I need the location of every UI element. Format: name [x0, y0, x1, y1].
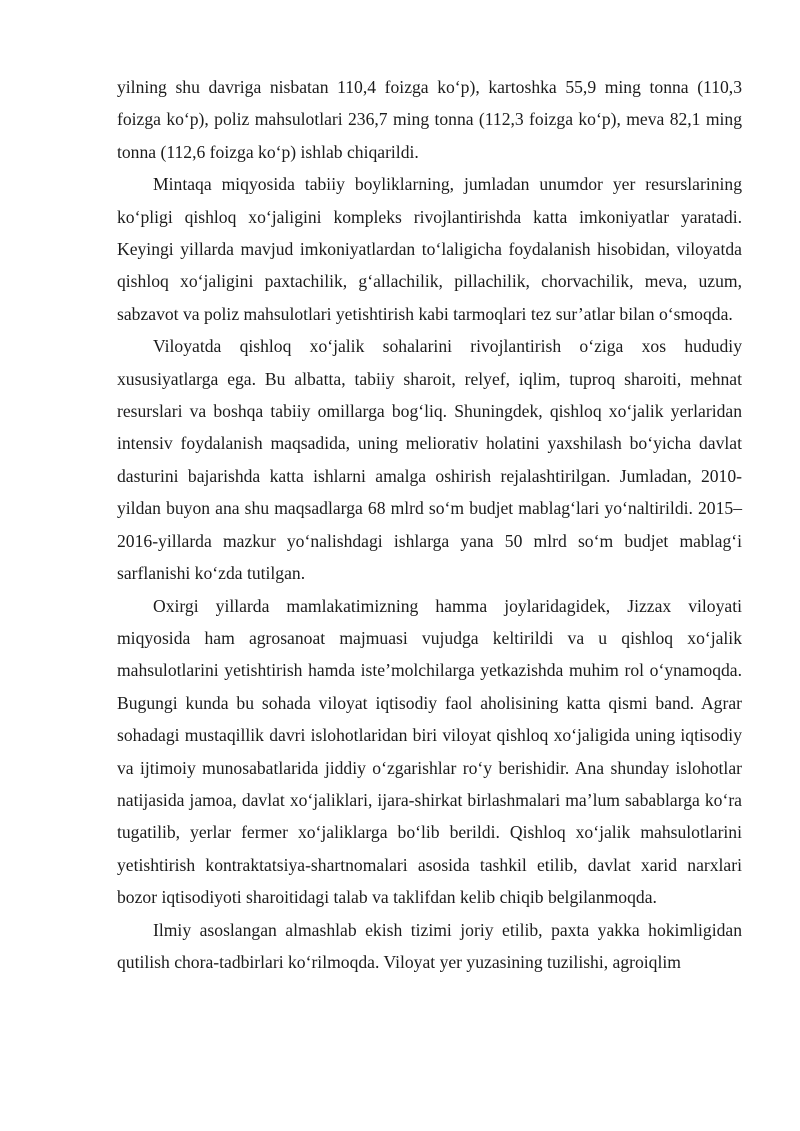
- paragraph: Oxirgi yillarda mamlakatimizning hamma joylaridagidek, Jizzax viloyati miqyosida ham agrosanoat majmuasi vujudga keltirildi va u qishloq xo‘jalik mahsulotlarini yetishtirish hamda iste’molchilarga yetkazishda muhim rol o‘ynamoqda. Bugungi kunda bu sohada viloyat iqtisodiy faol aholisining katta qismi band. Agrar sohadagi mustaqillik davri islohotlaridan biri viloyat qishloq xo‘jaligida uning iqtisodiy va ijtimoiy munosabatlarida jiddiy o‘zgarishlar ro‘y berishidir. Ana shunday islohotlar natijasida jamoa, davlat xo‘jaliklari, ijara-shirkat birlashmalari ma’lum sabablarga ko‘ra tugatilib, yerlar fermer xo‘jaliklarga bo‘lib berildi. Qishloq xo‘jalik mahsulotlarini yetishtirish kontraktatsiya-shartnomalari asosida tashkil etilib, davlat xarid narxlari bozor iqtisodiyoti sharoitidagi talab va taklifdan kelib chiqib belgilanmoqda.: [117, 595, 742, 908]
- paragraph: Mintaqa miqyosida tabiiy boyliklarning, jumladan unumdor yer resurslarining ko‘pligi qishloq xo‘jaligini kompleks rivojlantirishda katta imkoniyatlar yaratadi. Keyingi yillarda mavjud imkoniyatlardan to‘laligicha foydalanish hisobidan, viloyatda qishloq xo‘jaligini paxtachilik, g‘allachilik, pillachilik, chorvachilik, meva, uzum, sabzavot va poliz mahsulotlari yetishtirish kabi tarmoqlari tez sur’atlar bilan o‘smoqda.: [117, 174, 742, 324]
- paragraph: Viloyatda qishloq xo‘jalik sohalarini rivojlantirish o‘ziga xos hududiy xususiyatlarga ega. Bu albatta, tabiiy sharoit, relyef, iqlim, tuproq sharoiti, mehnat resurslari va boshqa tabiiy omillarga bog‘liq. Shuningdek, qishloq xo‘jalik yerlaridan intensiv foydalanish maqsadida, uning meliorativ holatini yaxshilash bo‘yicha davlat dasturini bajarishda katta ishlarni amalga oshirish rejalashtirilgan. Jumladan, 2010-yildan buyon ana shu maqsadlarga 68 mlrd so‘m budjet mablag‘lari yo‘naltirildi. 2015–2016-yillarda mazkur yo‘nalishdagi ishlarga yana 50 mlrd so‘m budjet mablag‘i sarflanishi ko‘zda tutilgan.: [117, 336, 742, 584]
- body-text: [117, 71, 742, 978]
- paragraph: Ilmiy asoslangan almashlab ekish tizimi joriy etilib, paxta yakka hokimligidan qutilish chora-tadbirlari ko‘rilmoqda. Viloyat yer yuzasining tuzilishi, agroiqlim: [117, 919, 742, 972]
- paragraph-continuation: yilning shu davriga nisbatan 110,4 foizga ko‘p), kartoshka 55,9 ming tonna (110,3 foizga ko‘p), poliz mahsulotlari 236,7 ming tonna (112,3 foizga ko‘p), meva 82,1 ming tonna (112,6 foizga ko‘p) ishlab chiqarildi.: [117, 77, 742, 162]
